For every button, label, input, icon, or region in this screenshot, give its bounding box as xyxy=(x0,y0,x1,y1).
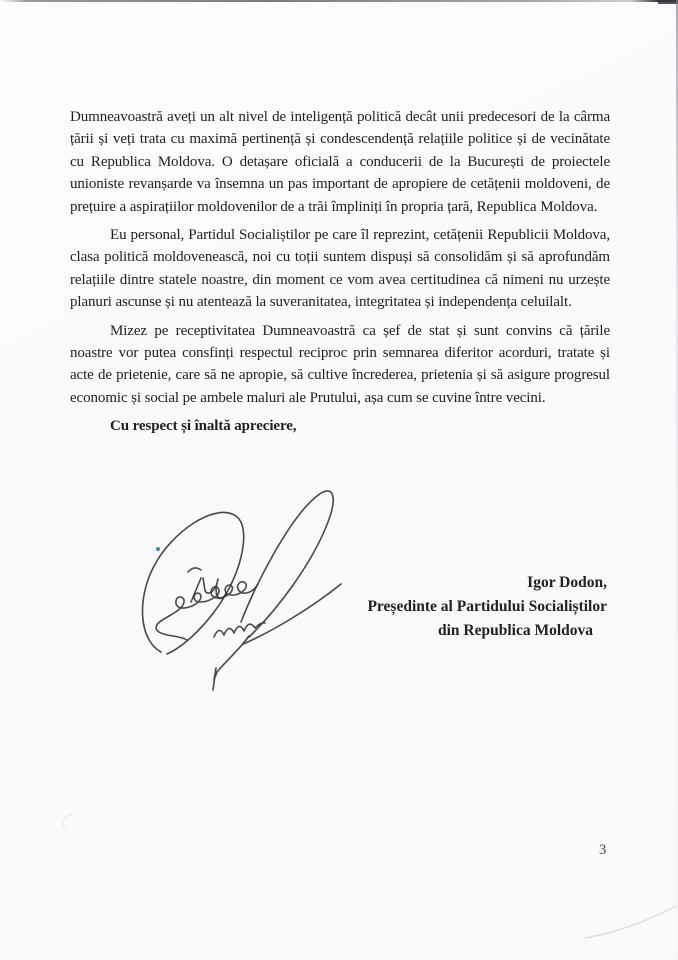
pencil-smudge-artifact xyxy=(60,813,81,834)
letter-body xyxy=(70,106,610,444)
page-curl-artifact xyxy=(583,904,678,940)
signature-block xyxy=(367,571,607,643)
ink-dot-artifact xyxy=(156,547,160,551)
handwritten-signature-icon xyxy=(137,482,372,697)
signer-name: Igor Dodon, xyxy=(527,574,607,591)
paragraph-2: Eu personal, Partidul Socialiștilor pe care îl reprezint, cetățenii Republicii Moldova, clasa politică moldovenească, noi cu toții suntem dispuși să consolidăm și să aprofundăm relațiile dintre statele noastre, din moment ce vom avea certitudinea că nimeni nu urzește planuri ascunse și nu atentează la suveranitatea, integritatea și independența celuilalt. xyxy=(70,227,610,311)
scan-edge-top-right xyxy=(658,0,678,4)
closing-salutation: Cu respect și înaltă apreciere, xyxy=(110,418,297,435)
page-number: 3 xyxy=(599,842,607,858)
paragraph-1: Dumneavoastră aveți un alt nivel de inteligență politică decât unii predecesori de la cârma țării și veți trata cu maximă pertinență și condescendență relațiile politice și de vecinătate cu Republica Moldova. O detașare oficială a conducerii de la București de proiectele unioniste revanșarde va însemna un pas important de apropiere de cetățenii moldoveni, de prețuire a aspirațiilor moldovenilor de a trăi împliniți în propria țară, Republica Moldova. xyxy=(70,109,610,215)
scan-edge-top xyxy=(0,0,678,2)
paragraph-3: Mizez pe receptivitatea Dumneavoastră ca șef de stat și sunt convins că țările noastre vor putea consfinți respectul reciproc prin semnarea diferitor acorduri, tratate și acte de prietenie, care să ne apropie, să cultive încrederea, prietenia și să asigure progresul economic și social pe ambele maluri ale Prutului, așa cum se cuvine între vecini. xyxy=(70,322,610,406)
signer-title-line-1: Președinte al Partidului Socialiștilor xyxy=(367,598,607,615)
signer-title-line-2: din Republica Moldova xyxy=(437,622,593,639)
